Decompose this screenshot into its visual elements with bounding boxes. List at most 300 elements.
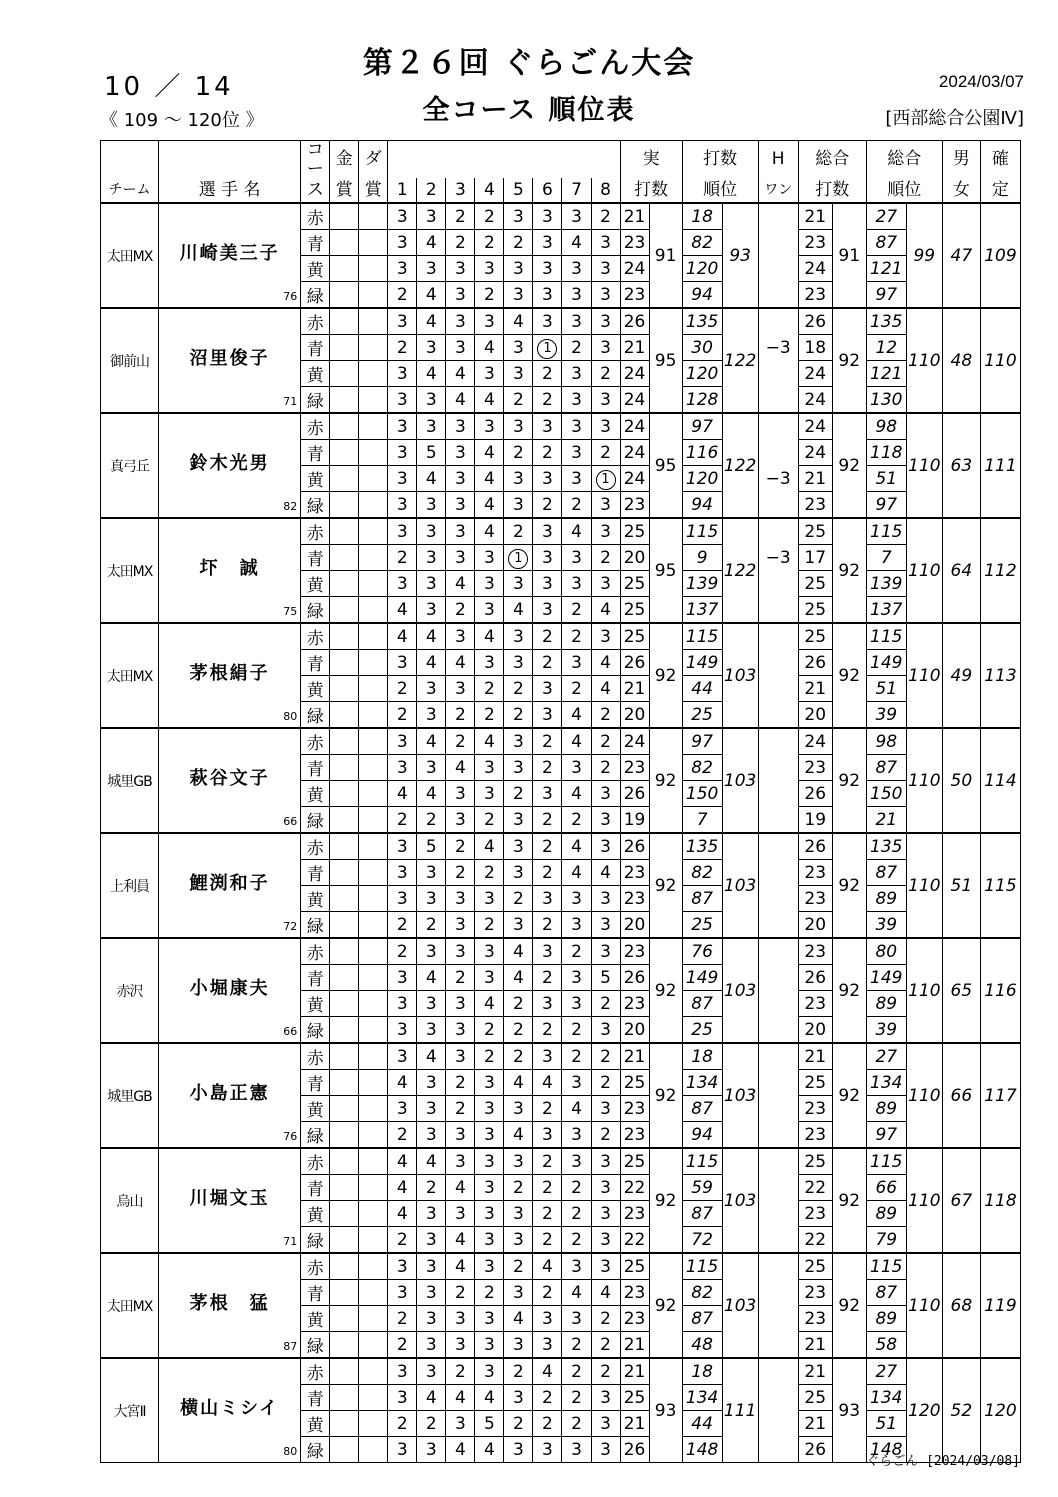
final-rank: 115 bbox=[980, 833, 1020, 938]
hole-score bbox=[504, 545, 533, 571]
da-prize bbox=[359, 1332, 388, 1359]
hole-score: 3 bbox=[504, 912, 533, 939]
table-row bbox=[101, 1043, 1021, 1070]
player-age: 71 bbox=[283, 1235, 298, 1249]
adjusted-rank: 148 bbox=[866, 1437, 906, 1463]
hole-score: 3 bbox=[388, 886, 417, 912]
course-subtotal: 23 bbox=[620, 755, 649, 781]
hole-score: 4 bbox=[417, 1148, 446, 1175]
adjusted-subtotal: 23 bbox=[798, 1122, 832, 1149]
hole-score: 3 bbox=[533, 413, 562, 440]
gold-prize bbox=[330, 833, 359, 860]
table-row bbox=[101, 1253, 1021, 1280]
team-name: 太田MX bbox=[101, 623, 159, 728]
hole-score: 2 bbox=[591, 728, 620, 755]
hole-score: 4 bbox=[591, 676, 620, 702]
course-color: 青 bbox=[301, 860, 330, 886]
course-subtotal: 23 bbox=[620, 886, 649, 912]
stroke-rank: 93 bbox=[722, 203, 758, 308]
gold-prize bbox=[330, 361, 359, 387]
adjusted-subtotal: 20 bbox=[798, 702, 832, 729]
hole-score: 3 bbox=[446, 466, 475, 492]
course-rank: 59 bbox=[682, 1175, 722, 1201]
hole-score: 4 bbox=[562, 833, 591, 860]
hole-score: 2 bbox=[533, 361, 562, 387]
table-row bbox=[101, 623, 1021, 650]
hole-score: 3 bbox=[504, 728, 533, 755]
hole-score: 3 bbox=[591, 1017, 620, 1044]
gold-prize bbox=[330, 1201, 359, 1227]
hole-score: 3 bbox=[388, 308, 417, 335]
adjusted-subtotal: 25 bbox=[798, 1070, 832, 1096]
course-rank: 18 bbox=[682, 1358, 722, 1385]
hole-score: 4 bbox=[504, 308, 533, 335]
hole-in-one-adjust bbox=[758, 1332, 798, 1359]
adjusted-subtotal: 23 bbox=[798, 886, 832, 912]
adjusted-subtotal: 24 bbox=[798, 387, 832, 414]
course-rank: 128 bbox=[682, 387, 722, 414]
player-name-text: 沼里俊子 bbox=[189, 347, 270, 369]
hole-in-one-adjust bbox=[758, 597, 798, 624]
event-date: 2024/03/07 bbox=[938, 72, 1024, 91]
hole-in-one-adjust bbox=[758, 1070, 798, 1096]
course-rank: 82 bbox=[682, 755, 722, 781]
actual-strokes: 92 bbox=[649, 1253, 682, 1358]
hole-score: 3 bbox=[591, 781, 620, 807]
hole-score: 3 bbox=[475, 256, 504, 282]
da-prize bbox=[359, 650, 388, 676]
table-row bbox=[101, 203, 1021, 230]
hole-in-one-adjust bbox=[758, 965, 798, 991]
col-hole: 7 bbox=[562, 178, 591, 203]
col-holes-spacer bbox=[388, 141, 620, 179]
hole-score: 3 bbox=[504, 1437, 533, 1463]
hole-in-one-adjust bbox=[758, 387, 798, 414]
gender-rank: 63 bbox=[942, 413, 980, 518]
total-rank: 110 bbox=[906, 1253, 942, 1358]
col-hole: 6 bbox=[533, 178, 562, 203]
hole-score: 2 bbox=[562, 1411, 591, 1437]
hole-score: 2 bbox=[591, 203, 620, 230]
course-subtotal: 25 bbox=[620, 1385, 649, 1411]
hole-score: 2 bbox=[446, 965, 475, 991]
hole-score: 3 bbox=[504, 1385, 533, 1411]
course-color: 黄 bbox=[301, 1411, 330, 1437]
hole-score: 4 bbox=[475, 440, 504, 466]
course-rank: 115 bbox=[682, 1253, 722, 1280]
course-subtotal: 22 bbox=[620, 1175, 649, 1201]
hole-score: 3 bbox=[562, 413, 591, 440]
hole-score: 4 bbox=[417, 781, 446, 807]
course-color: 青 bbox=[301, 650, 330, 676]
hole-score: 3 bbox=[562, 571, 591, 597]
hole-score: 3 bbox=[417, 1096, 446, 1122]
hole-score: 3 bbox=[417, 1122, 446, 1149]
hole-score: 3 bbox=[504, 203, 533, 230]
team-name: 上利員 bbox=[101, 833, 159, 938]
hole-score: 3 bbox=[562, 282, 591, 309]
hole-score: 2 bbox=[388, 676, 417, 702]
adjusted-subtotal: 23 bbox=[798, 282, 832, 309]
total-strokes: 92 bbox=[832, 1043, 866, 1148]
stroke-rank: 122 bbox=[722, 413, 758, 518]
hole-in-one-adjust bbox=[758, 1306, 798, 1332]
hole-score: 2 bbox=[475, 912, 504, 939]
course-subtotal: 23 bbox=[620, 1122, 649, 1149]
hole-score: 2 bbox=[388, 1122, 417, 1149]
hole-score: 2 bbox=[533, 860, 562, 886]
hole-score: 3 bbox=[591, 335, 620, 361]
hole-score: 3 bbox=[533, 308, 562, 335]
final-rank: 111 bbox=[980, 413, 1020, 518]
gold-prize bbox=[330, 650, 359, 676]
gold-prize bbox=[330, 256, 359, 282]
hole-score: 2 bbox=[533, 728, 562, 755]
adjusted-subtotal: 23 bbox=[798, 1280, 832, 1306]
hole-score: 2 bbox=[388, 807, 417, 834]
hole-score: 3 bbox=[475, 1201, 504, 1227]
hole-score: 4 bbox=[388, 1148, 417, 1175]
total-rank: 120 bbox=[906, 1358, 942, 1463]
hole-score: 2 bbox=[504, 387, 533, 414]
hole-score: 3 bbox=[504, 413, 533, 440]
hole-score: 3 bbox=[591, 413, 620, 440]
gender-rank: 67 bbox=[942, 1148, 980, 1253]
hole-score: 2 bbox=[562, 1201, 591, 1227]
course-rank: 150 bbox=[682, 781, 722, 807]
table-row bbox=[101, 833, 1021, 860]
total-strokes: 93 bbox=[832, 1358, 866, 1463]
gender-rank: 66 bbox=[942, 1043, 980, 1148]
course-color: 青 bbox=[301, 1175, 330, 1201]
course-color: 赤 bbox=[301, 308, 330, 335]
player-name-text: 茅根絹子 bbox=[189, 662, 270, 684]
total-rank: 99 bbox=[906, 203, 942, 308]
adjusted-subtotal: 25 bbox=[798, 623, 832, 650]
hole-score: 3 bbox=[533, 1122, 562, 1149]
col-hole: 5 bbox=[504, 178, 533, 203]
da-prize bbox=[359, 1358, 388, 1385]
course-rank: 72 bbox=[682, 1227, 722, 1254]
player-name-text: 小堀康夫 bbox=[189, 977, 270, 999]
hole-score: 2 bbox=[562, 492, 591, 519]
player-name-text: 横山ミシイ bbox=[180, 1397, 280, 1419]
hole-score: 2 bbox=[533, 440, 562, 466]
hole-score: 2 bbox=[504, 676, 533, 702]
adjusted-subtotal: 26 bbox=[798, 781, 832, 807]
hole-score: 3 bbox=[591, 230, 620, 256]
hole-score: 2 bbox=[562, 1017, 591, 1044]
course-subtotal: 25 bbox=[620, 623, 649, 650]
footer-stamp: ぐらごん [2024/03/08] bbox=[866, 1454, 1020, 1469]
player-age: 82 bbox=[283, 500, 298, 514]
adjusted-rank: 87 bbox=[866, 755, 906, 781]
course-color: 黄 bbox=[301, 1096, 330, 1122]
hole-score: 3 bbox=[504, 650, 533, 676]
total-strokes: 92 bbox=[832, 1148, 866, 1253]
hole-score: 2 bbox=[475, 1043, 504, 1070]
hole-score: 3 bbox=[388, 1280, 417, 1306]
hole-score: 3 bbox=[591, 387, 620, 414]
stroke-rank: 103 bbox=[722, 623, 758, 728]
course-color: 青 bbox=[301, 335, 330, 361]
hole-score: 2 bbox=[446, 1280, 475, 1306]
col-total-top: 総合 bbox=[798, 141, 866, 179]
col-stroke-rank-bottom: 順位 bbox=[682, 178, 758, 203]
adjusted-subtotal: 22 bbox=[798, 1227, 832, 1254]
hole-in-one-adjust bbox=[758, 1437, 798, 1463]
da-prize bbox=[359, 1306, 388, 1332]
hole-score: 3 bbox=[417, 518, 446, 545]
course-subtotal: 20 bbox=[620, 912, 649, 939]
adjusted-rank: 12 bbox=[866, 335, 906, 361]
hole-score: 3 bbox=[562, 308, 591, 335]
hole-score: 4 bbox=[591, 597, 620, 624]
gold-prize bbox=[330, 203, 359, 230]
hole-score: 3 bbox=[446, 886, 475, 912]
hole-score: 3 bbox=[591, 1096, 620, 1122]
col-gold-bottom: 賞 bbox=[330, 178, 359, 203]
course-rank: 82 bbox=[682, 1280, 722, 1306]
player-name bbox=[159, 938, 301, 1043]
hole-score: 2 bbox=[562, 938, 591, 965]
adjusted-subtotal: 25 bbox=[798, 597, 832, 624]
ranking-table bbox=[100, 140, 1021, 1463]
hole-in-one-adjust bbox=[758, 203, 798, 230]
hole-score: 3 bbox=[475, 571, 504, 597]
hole-score: 2 bbox=[446, 702, 475, 729]
hole-score: 4 bbox=[388, 597, 417, 624]
hole-in-one-adjust bbox=[758, 1280, 798, 1306]
course-rank: 82 bbox=[682, 230, 722, 256]
hole-score: 3 bbox=[388, 1043, 417, 1070]
hole-score: 3 bbox=[446, 912, 475, 939]
course-color: 赤 bbox=[301, 938, 330, 965]
player-name bbox=[159, 308, 301, 413]
actual-strokes: 93 bbox=[649, 1358, 682, 1463]
total-strokes: 92 bbox=[832, 833, 866, 938]
adjusted-subtotal: 18 bbox=[798, 335, 832, 361]
course-color: 青 bbox=[301, 230, 330, 256]
hole-score: 4 bbox=[475, 335, 504, 361]
course-rank: 82 bbox=[682, 860, 722, 886]
gold-prize bbox=[330, 623, 359, 650]
hole-score: 2 bbox=[562, 623, 591, 650]
hole-score: 2 bbox=[504, 886, 533, 912]
hole-score: 3 bbox=[475, 308, 504, 335]
player-age: 76 bbox=[283, 1130, 298, 1144]
hole-score: 2 bbox=[388, 1227, 417, 1254]
stroke-rank: 122 bbox=[722, 518, 758, 623]
hole-score: 3 bbox=[446, 518, 475, 545]
hole-score: 3 bbox=[417, 597, 446, 624]
course-rank: 134 bbox=[682, 1070, 722, 1096]
hole-in-one-score: 1 bbox=[537, 339, 557, 359]
adjusted-rank: 98 bbox=[866, 413, 906, 440]
course-subtotal: 24 bbox=[620, 387, 649, 414]
hole-score: 3 bbox=[591, 1148, 620, 1175]
hole-score: 2 bbox=[533, 1385, 562, 1411]
gold-prize bbox=[330, 1227, 359, 1254]
hole-score: 3 bbox=[591, 623, 620, 650]
hole-score: 3 bbox=[388, 1437, 417, 1463]
hole-score: 2 bbox=[533, 387, 562, 414]
course-rank: 25 bbox=[682, 912, 722, 939]
total-rank: 110 bbox=[906, 1148, 942, 1253]
hole-score: 3 bbox=[533, 256, 562, 282]
course-subtotal: 20 bbox=[620, 1017, 649, 1044]
hole-score: 2 bbox=[475, 203, 504, 230]
hole-score: 3 bbox=[504, 623, 533, 650]
course-color: 赤 bbox=[301, 728, 330, 755]
gold-prize bbox=[330, 387, 359, 414]
course-color: 黄 bbox=[301, 361, 330, 387]
hole-in-one-adjust bbox=[758, 308, 798, 335]
hole-score: 3 bbox=[562, 1306, 591, 1332]
final-rank: 119 bbox=[980, 1253, 1020, 1358]
hole-score: 2 bbox=[446, 1070, 475, 1096]
hole-score: 3 bbox=[446, 1043, 475, 1070]
hole-score: 4 bbox=[562, 1096, 591, 1122]
hole-score bbox=[591, 466, 620, 492]
total-strokes: 92 bbox=[832, 623, 866, 728]
adjusted-rank: 115 bbox=[866, 1253, 906, 1280]
adjusted-subtotal: 25 bbox=[798, 571, 832, 597]
hole-in-one-adjust bbox=[758, 1385, 798, 1411]
hole-score: 4 bbox=[504, 1306, 533, 1332]
hole-in-one-adjust bbox=[758, 1175, 798, 1201]
course-rank: 18 bbox=[682, 203, 722, 230]
adjusted-subtotal: 19 bbox=[798, 807, 832, 834]
course-rank: 115 bbox=[682, 623, 722, 650]
hole-score: 3 bbox=[504, 282, 533, 309]
hole-in-one-adjust bbox=[758, 492, 798, 519]
hole-score: 4 bbox=[475, 991, 504, 1017]
course-rank: 97 bbox=[682, 728, 722, 755]
player-name bbox=[159, 518, 301, 623]
hole-score: 3 bbox=[388, 728, 417, 755]
adjusted-subtotal: 21 bbox=[798, 1358, 832, 1385]
hole-score: 4 bbox=[475, 492, 504, 519]
hole-score: 3 bbox=[417, 991, 446, 1017]
hole-score: 3 bbox=[562, 1437, 591, 1463]
course-color: 赤 bbox=[301, 413, 330, 440]
gold-prize bbox=[330, 492, 359, 519]
hole-score: 3 bbox=[388, 833, 417, 860]
adjusted-subtotal: 21 bbox=[798, 1411, 832, 1437]
course-rank: 18 bbox=[682, 1043, 722, 1070]
hole-score: 3 bbox=[562, 466, 591, 492]
hole-in-one-adjust bbox=[758, 361, 798, 387]
hole-in-one-adjust bbox=[758, 623, 798, 650]
course-color: 青 bbox=[301, 1070, 330, 1096]
hole-score: 3 bbox=[591, 886, 620, 912]
actual-strokes: 92 bbox=[649, 623, 682, 728]
adjusted-rank: 115 bbox=[866, 518, 906, 545]
hole-score: 3 bbox=[591, 1175, 620, 1201]
hole-score: 4 bbox=[417, 623, 446, 650]
hole-score: 3 bbox=[562, 912, 591, 939]
course-color: 緑 bbox=[301, 1332, 330, 1359]
hole-score: 3 bbox=[475, 545, 504, 571]
hole-score: 2 bbox=[562, 1043, 591, 1070]
total-strokes: 91 bbox=[832, 203, 866, 308]
hole-in-one-adjust bbox=[758, 518, 798, 545]
hole-score: 3 bbox=[417, 1253, 446, 1280]
hole-in-one-adjust bbox=[758, 282, 798, 309]
course-color: 黄 bbox=[301, 256, 330, 282]
hole-score: 3 bbox=[388, 860, 417, 886]
adjusted-rank: 135 bbox=[866, 308, 906, 335]
stroke-rank: 111 bbox=[722, 1358, 758, 1463]
gold-prize bbox=[330, 912, 359, 939]
hole-score: 3 bbox=[562, 1070, 591, 1096]
gold-prize bbox=[330, 282, 359, 309]
col-team-spacer bbox=[101, 141, 159, 179]
da-prize bbox=[359, 938, 388, 965]
col-gender-bottom: 女 bbox=[942, 178, 980, 203]
da-prize bbox=[359, 833, 388, 860]
da-prize bbox=[359, 755, 388, 781]
course-rank: 48 bbox=[682, 1332, 722, 1359]
course-rank: 94 bbox=[682, 282, 722, 309]
hole-score: 2 bbox=[475, 807, 504, 834]
course-rank: 116 bbox=[682, 440, 722, 466]
total-rank: 110 bbox=[906, 728, 942, 833]
hole-score: 3 bbox=[475, 1096, 504, 1122]
adjusted-rank: 87 bbox=[866, 230, 906, 256]
final-rank: 110 bbox=[980, 308, 1020, 413]
gender-rank: 48 bbox=[942, 308, 980, 413]
adjusted-subtotal: 21 bbox=[798, 676, 832, 702]
hole-in-one-adjust bbox=[758, 938, 798, 965]
course-subtotal: 20 bbox=[620, 702, 649, 729]
adjusted-rank: 139 bbox=[866, 571, 906, 597]
total-strokes: 92 bbox=[832, 518, 866, 623]
hole-score: 3 bbox=[388, 518, 417, 545]
gold-prize bbox=[330, 991, 359, 1017]
course-color: 赤 bbox=[301, 518, 330, 545]
hole-score: 4 bbox=[417, 308, 446, 335]
hole-score: 3 bbox=[446, 256, 475, 282]
team-name: 太田MX bbox=[101, 1253, 159, 1358]
course-color: 黄 bbox=[301, 886, 330, 912]
hole-score: 2 bbox=[533, 1201, 562, 1227]
hole-in-one-adjust bbox=[758, 1148, 798, 1175]
col-course-top: コー bbox=[301, 141, 330, 179]
actual-strokes: 95 bbox=[649, 413, 682, 518]
hole-score: 3 bbox=[417, 571, 446, 597]
course-rank: 76 bbox=[682, 938, 722, 965]
hole-score: 3 bbox=[446, 413, 475, 440]
hole-score: 3 bbox=[504, 571, 533, 597]
adjusted-rank: 97 bbox=[866, 1122, 906, 1149]
adjusted-rank: 115 bbox=[866, 1148, 906, 1175]
hole-score: 3 bbox=[591, 571, 620, 597]
stroke-rank: 103 bbox=[722, 1043, 758, 1148]
hole-in-one-adjust: −3 bbox=[758, 466, 798, 492]
team-name: 真弓丘 bbox=[101, 413, 159, 518]
course-color: 黄 bbox=[301, 466, 330, 492]
adjusted-rank: 89 bbox=[866, 1096, 906, 1122]
hole-score: 3 bbox=[591, 912, 620, 939]
adjusted-subtotal: 23 bbox=[798, 230, 832, 256]
course-rank: 97 bbox=[682, 413, 722, 440]
course-color: 黄 bbox=[301, 1201, 330, 1227]
hole-score: 3 bbox=[388, 440, 417, 466]
course-subtotal: 21 bbox=[620, 1043, 649, 1070]
gold-prize bbox=[330, 545, 359, 571]
